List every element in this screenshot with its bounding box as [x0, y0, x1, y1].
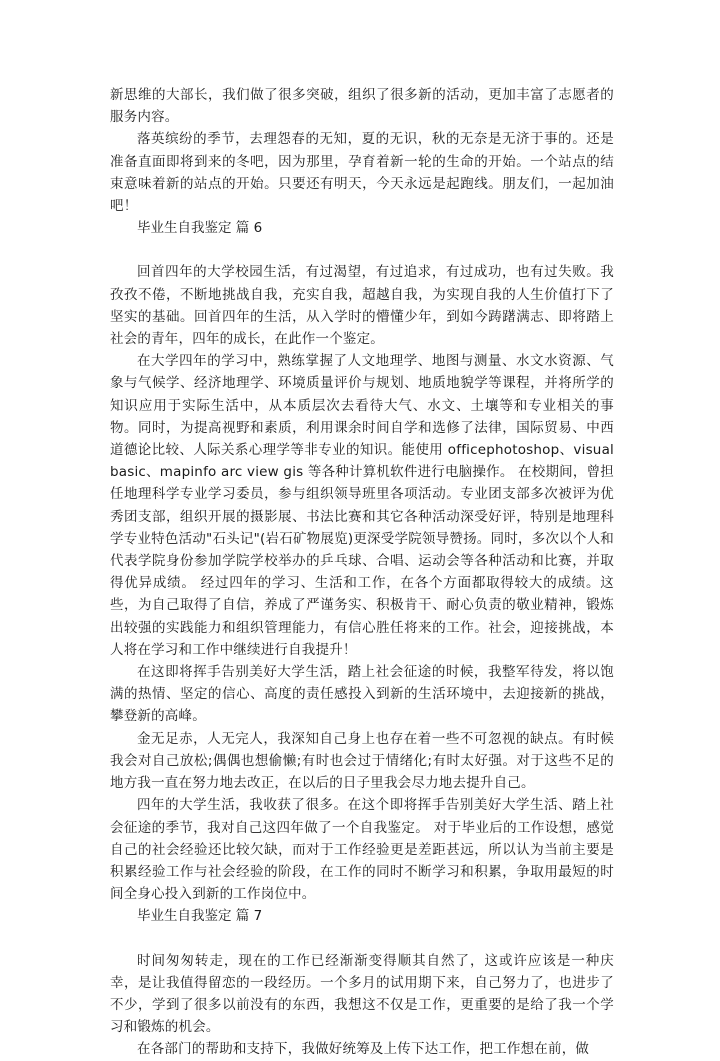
paragraph: 回首四年的大学校园生活，有过渴望，有过追求，有过成功，也有过失败。我孜孜不倦，不断地挑战自我，充实自我，超越自我，为实现自我的人生价值打下了坚实的基础。回首四年的生活，从入学时的懵懂少年，到如今踌躇满志、即将踏上社会的青年，四年的成长，在此作一个鉴定。: [110, 264, 614, 348]
paragraph: 时间匆匆转走，现在的工作已经渐渐变得顺其自然了，这或许应该是一种庆幸，是让我值得留恋的一段经历。一个多月的试用期下来，自己努力了，也进步了不少，学到了很多以前没有的东西，我想这不仅是工作，更重要的是给了我一个学习和锻炼的机会。: [110, 952, 614, 1036]
section-heading: 毕业生自我鉴定 篇 7: [137, 908, 263, 925]
section-heading: 毕业生自我鉴定 篇 6: [137, 220, 263, 237]
blank-line: [110, 928, 614, 950]
paragraph: 落英缤纷的季节，去理怨春的无知，夏的无识，秋的无奈是无济于事的。还是准备直面即将到来的冬吧，因为那里，孕育着新一轮的生命的开始。一个站点的结束意味着新的站点的开始。只要还有明天，今天永远是起跑线。朋友们，一起加油吧！: [110, 131, 614, 215]
document-page: [110, 84, 614, 1061]
paragraph: 在各部门的帮助和支持下，我做好统筹及上传下达工作，把工作想在前，做: [137, 1041, 590, 1058]
paragraph: 在大学四年的学习中，熟练掌握了人文地理学、地图与测量、水文水资源、气象与气候学、经济地理学、环境质量评价与规划、地质地貌学等课程，并将所学的知识应用于实际生活中，从本质层次去看待大气、水文、土壤等和专业相关的事物。同时，为提高视野和素质，利用课余时间自学和选修了法律，国际贸易、中西道德论比较、人际关系心理学等非专业的知识。能使用 officephotoshop、visual basic、mapinfo arc view gis 等各种计算机软件进行电脑操作。 在校期间，曾担任地理科学专业学习委员，参与组织领导班里各项活动。专业团支部多次被评为优秀团支部，组织开展的摄影展、书法比赛和其它各种活动深受好评，特别是地理科学专业特色活动"石头记"(岩石矿物展览)更深受学院领导赞扬。同时，多次以个人和代表学院身份参加学院学校举办的乒乓球、合唱、运动会等各种活动和比赛，并取得优异成绩。 经过四年的学习、生活和工作，在各个方面都取得较大的成绩。这些，为自己取得了自信，养成了严谨务实、积极肯干、耐心负责的敬业精神，锻炼出较强的实践能力和组织管理能力，有信心胜任将来的工作。社会，迎接挑战，本人将在学习和工作中继续进行自我提升！: [110, 353, 614, 658]
paragraph: 金无足赤，人无完人，我深知自己身上也存在着一些不可忽视的缺点。有时候我会对自己放松;偶偶也想偷懒;有时也会过于情绪化;有时太好强。对于这些不足的地方我一直在努力地去改正，在以后的日子里我会尽力地去提升自己。: [110, 730, 614, 792]
paragraph: 新思维的大部长，我们做了很多突破，组织了很多新的活动，更加丰富了志愿者的服务内容。: [110, 87, 614, 126]
paragraph: 在这即将挥手告别美好大学生活，踏上社会征途的时候，我整军待发，将以饱满的热情、坚定的信心、高度的责任感投入到新的生活环境中，去迎接新的挑战，攀登新的高峰。: [110, 664, 614, 725]
blank-line: [110, 239, 614, 261]
paragraph: 四年的大学生活，我收获了很多。在这个即将挥手告别美好大学生活、踏上社会征途的季节，我对自己这四年做了一个自我鉴定。 对于毕业后的工作设想，感觉自己的社会经验还比较欠缺，而对于工作经验更是差距甚远，所以认为当前主要是积累经验工作与社会经验的阶段，在工作的同时不断学习和积累，争取用最短的时间全身心投入到新的工作岗位中。: [110, 797, 614, 903]
